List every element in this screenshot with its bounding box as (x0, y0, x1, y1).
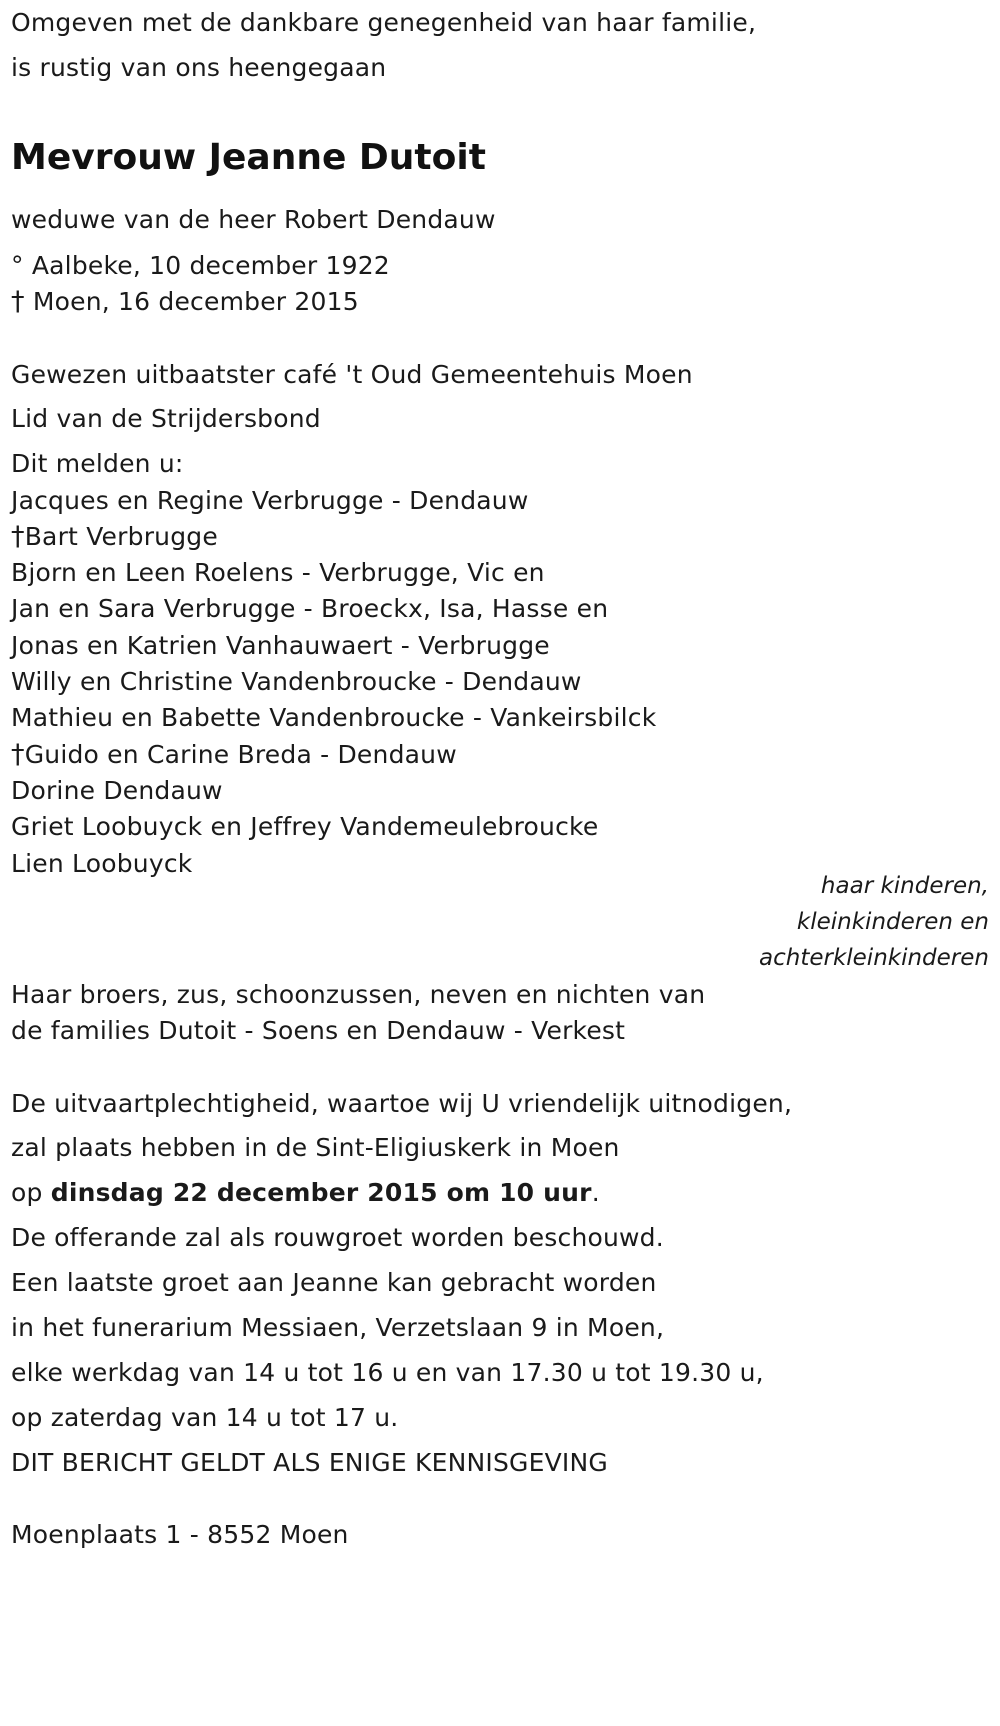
ceremony-line-5: Een laatste groet aan Jeanne kan gebracht worden (11, 1268, 657, 1297)
deceased-name: Mevrouw Jeanne Dutoit (11, 137, 486, 178)
notice-line: DIT BERICHT GELDT ALS ENIGE KENNISGEVING (11, 1448, 608, 1477)
cross-icon: † (11, 739, 25, 770)
family-item: †Guido en Carine Breda - Dendauw (11, 739, 457, 770)
family-item: Mathieu en Babette Vandenbroucke - Vankeirsbilck (11, 703, 657, 732)
death-cross-icon: † (11, 286, 25, 317)
ceremony-datetime: dinsdag 22 december 2015 om 10 uur (50, 1178, 592, 1207)
ceremony-line-1: De uitvaartplechtigheid, waartoe wij U vriendelijk uitnodigen, (11, 1089, 793, 1118)
intro-line-2: is rustig van ons heengegaan (11, 53, 387, 82)
spouse-line: weduwe van de heer Robert Dendauw (11, 205, 496, 234)
family-item: †Bart Verbrugge (11, 521, 218, 552)
role-line-1: Gewezen uitbaatster café 't Oud Gemeentehuis Moen (11, 360, 693, 389)
family-item: Willy en Christine Vandenbroucke - Dendauw (11, 667, 582, 696)
birth-text: Aalbeke, 10 december 1922 (23, 251, 390, 280)
family-item: Bjorn en Leen Roelens - Verbrugge, Vic en (11, 558, 545, 587)
death-text: Moen, 16 december 2015 (24, 287, 359, 316)
ceremony-line-3: op dinsdag 22 december 2015 om 10 uur. (11, 1178, 600, 1207)
role-line-2: Lid van de Strijdersbond (11, 404, 321, 433)
family-item: Dorine Dendauw (11, 776, 223, 805)
announce-label: Dit melden u: (11, 449, 184, 478)
family-item: Griet Loobuyck en Jeffrey Vandemeulebroucke (11, 812, 599, 841)
extended-family-line-2: de families Dutoit - Soens en Dendauw - Verkest (11, 1016, 626, 1045)
birth-line (11, 251, 390, 281)
family-item: Lien Loobuyck (11, 849, 193, 878)
intro-line-1: Omgeven met de dankbare genegenheid van haar familie, (11, 8, 757, 37)
family-item: Jacques en Regine Verbrugge - Dendauw (11, 486, 529, 515)
birth-symbol: ° (11, 251, 24, 280)
relation-line-2: kleinkinderen en (796, 909, 989, 935)
ceremony-line-4: De offerande zal als rouwgroet worden beschouwd. (11, 1223, 664, 1252)
address-line: Moenplaats 1 - 8552 Moen (11, 1520, 349, 1549)
relation-line-1: haar kinderen, (820, 873, 989, 899)
extended-family-line-1: Haar broers, zus, schoonzussen, neven en nichten van (11, 980, 706, 1009)
ceremony-line-2: zal plaats hebben in de Sint-Eligiuskerk in Moen (11, 1133, 620, 1162)
relation-line-3: achterkleinkinderen (759, 945, 989, 971)
ceremony-line-7: elke werkdag van 14 u tot 16 u en van 17.30 u tot 19.30 u, (11, 1358, 764, 1387)
death-line (11, 287, 359, 317)
ceremony-line-6: in het funerarium Messiaen, Verzetslaan 9 in Moen, (11, 1313, 665, 1342)
family-item: Jan en Sara Verbrugge - Broeckx, Isa, Hasse en (11, 594, 609, 623)
ceremony-line-8: op zaterdag van 14 u tot 17 u. (11, 1403, 399, 1432)
cross-icon: † (11, 521, 25, 552)
family-item: Jonas en Katrien Vanhauwaert - Verbrugge (11, 631, 550, 660)
